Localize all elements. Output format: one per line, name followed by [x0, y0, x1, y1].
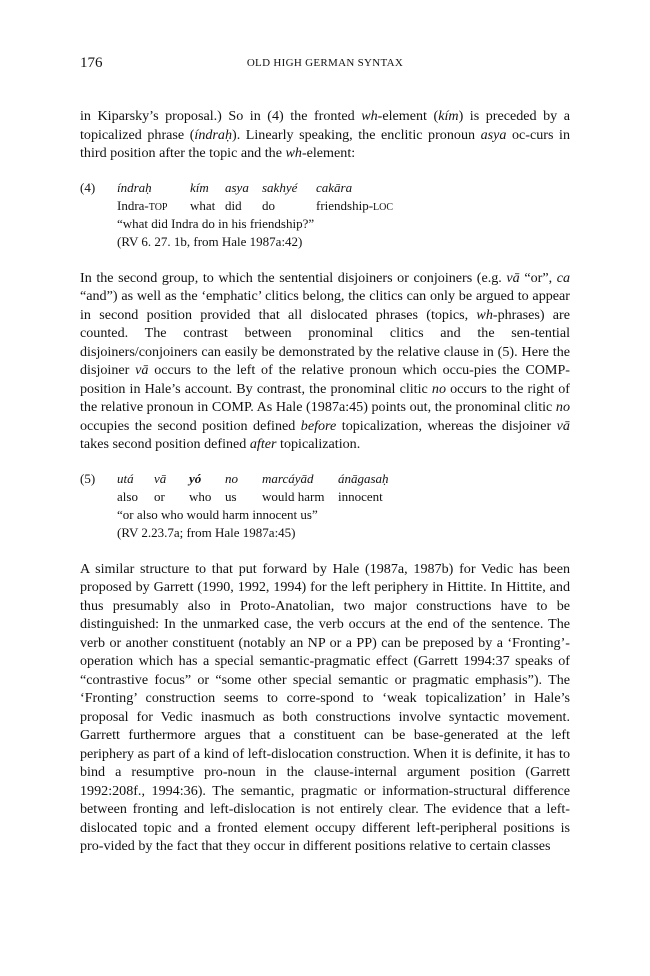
- example-5-gloss: who: [189, 488, 212, 504]
- example-5-glosses: [117, 488, 570, 506]
- example-5-word: utá: [117, 470, 134, 486]
- text-run: -element:: [301, 145, 356, 161]
- example-4-word: sakhyé: [262, 179, 298, 195]
- italic-term: vā: [506, 269, 520, 286]
- text-run: In the second group, to which the sentential disjoiners or conjoiners (e.g.: [80, 269, 507, 286]
- example-4-gloss: Indra-: [117, 197, 149, 213]
- example-5-gloss-block: [117, 470, 570, 542]
- page-number: 176: [80, 55, 103, 71]
- text-run: oc-curs in third position after the topic and the: [80, 126, 570, 161]
- paragraph-3: [80, 560, 570, 856]
- italic-term: índraḥ: [194, 126, 233, 143]
- paragraph-2: [80, 269, 570, 454]
- example-4-word: kím: [190, 179, 209, 195]
- text-run: occupies the second position defined: [80, 417, 301, 434]
- example-5-word: yó: [189, 470, 202, 486]
- example-4: [80, 179, 570, 251]
- example-5-translation: “or also who would harm innocent us”: [117, 506, 318, 522]
- text-run: “and”) as well as the ‘emphatic’ clitics belong, the clitics can only be argued to appear in second position provided that all dislocated phrases (topics,: [80, 288, 570, 323]
- example-5-gloss: would harm: [262, 488, 325, 504]
- example-4-gloss: what: [190, 197, 216, 213]
- italic-term: kím: [438, 108, 459, 124]
- example-5-number: (5): [80, 470, 96, 486]
- italic-term: before: [300, 417, 337, 434]
- italic-term: wh: [476, 306, 493, 323]
- text-run: A similar structure to that put forward by Hale (1987a, 1987b) for Vedic has been proposed by Garrett (1990, 1992, 1994) for the left periphery in Hittite. In Hittite, and thus presumably also in Proto-Anatolian, two major constructions have to be distinguished: In the unmarked case, the verb occurs at the end of the sentence. The verb or another constituent (notably an NP or a PP) can be preposed by a ‘Fronting’-operation which has a special semantic-pragmatic effect (Garrett 1994:37 speaks of “contrastive focus” or “some other special semantic or pragmatic emphasis”). The ‘Fronting’ construction seems to corre-spond to ‘weak topicalization’ in Hale’s proposal for Vedic inasmuch as both constructions involve syntactic movement. Garrett furthermore argues that a constituent can be base-generated at the left periphery as part of a kind of left-dislocation construction. When it is definite, it has to bind a resumptive pro-noun in the clause-internal argument position (Garrett 1992:208f., 1994:36). The semantic, pragmatic or information-structural difference between fronting and left-dislocation is not entirely clear. The evidence that a left-dislocated topic and a fronted element occupy different left-peripheral positions is pro-vided by the fact that they occur in different positions relative to certain classes: [80, 560, 570, 854]
- example-5-word: vā: [154, 470, 167, 486]
- example-5-word: no: [225, 470, 238, 486]
- example-4-gloss: did: [225, 197, 242, 213]
- example-5-gloss: also: [117, 488, 138, 504]
- page-header: [80, 55, 570, 75]
- running-head: OLD HIGH GERMAN SYNTAX: [246, 57, 404, 69]
- example-5-gloss: innocent: [338, 488, 383, 504]
- italic-term: vā: [556, 417, 570, 434]
- italic-term: asya: [480, 126, 507, 143]
- text-run: in Kiparsky’s proposal.) So in (4) the fronted: [80, 108, 362, 124]
- italic-term: no: [431, 380, 446, 397]
- example-5: [80, 470, 570, 542]
- example-4-gloss-tag: LOC: [373, 201, 394, 213]
- example-4-word: índraḥ: [117, 179, 152, 195]
- example-4-word: cakāra: [316, 179, 353, 195]
- example-4-translation: “what did Indra do in his friendship?”: [117, 215, 315, 231]
- example-4-glosses: [117, 197, 570, 215]
- text-run: topicalization, whereas the disjoiner: [336, 417, 557, 434]
- italic-term: wh: [361, 108, 378, 124]
- example-4-word: asya: [225, 179, 249, 195]
- text-run: topicalization.: [276, 436, 361, 452]
- italic-term: no: [555, 399, 570, 415]
- italic-term: wh: [285, 145, 302, 161]
- example-5-gloss: us: [225, 488, 237, 504]
- example-4-source: (RV 6. 27. 1b, from Hale 1987a:42): [117, 233, 303, 249]
- text-run: -element (: [377, 108, 439, 124]
- text-run: ). Linearly speaking, the enclitic pronoun: [232, 126, 481, 143]
- text-run: takes second position defined: [80, 436, 250, 452]
- text-run: ) is preceded by a topicalized phrase (: [80, 108, 570, 143]
- example-5-source: (RV 2.23.7a; from Hale 1987a:45): [117, 524, 296, 540]
- example-4-gloss-tag: TOP: [148, 201, 168, 213]
- example-4-gloss-block: [117, 179, 570, 251]
- example-4-gloss: friendship-: [316, 197, 374, 213]
- example-5-gloss: or: [154, 488, 165, 504]
- paragraph-1: [80, 107, 570, 163]
- text-run: -phrases) are counted. The contrast between pronominal clitics and the sen-tential disjoiners/conjoiners can easily be demonstrated by the relative clause in (5). Here the disjoiner: [80, 306, 570, 378]
- italic-term: after: [249, 436, 277, 452]
- italic-term: ca: [556, 269, 570, 286]
- text-run: “or”,: [519, 269, 557, 286]
- example-5-words: [117, 470, 570, 488]
- text-run: occurs to the left of the relative pronoun which occu-pies the COMP-position in Hale’s account. By contrast, the pronominal clitic: [80, 362, 570, 397]
- example-4-number: (4): [80, 179, 96, 195]
- example-5-word: ánāgasaḥ: [338, 470, 389, 486]
- text-run: occurs to the right of the relative pronoun in COMP. As Hale (1987a:45) points out, the pronominal clitic: [80, 380, 570, 415]
- example-4-gloss: do: [262, 197, 275, 213]
- page-body: [80, 107, 570, 856]
- example-4-words: [117, 179, 570, 197]
- example-5-word: marcáyād: [262, 470, 314, 486]
- italic-term: vā: [135, 362, 149, 378]
